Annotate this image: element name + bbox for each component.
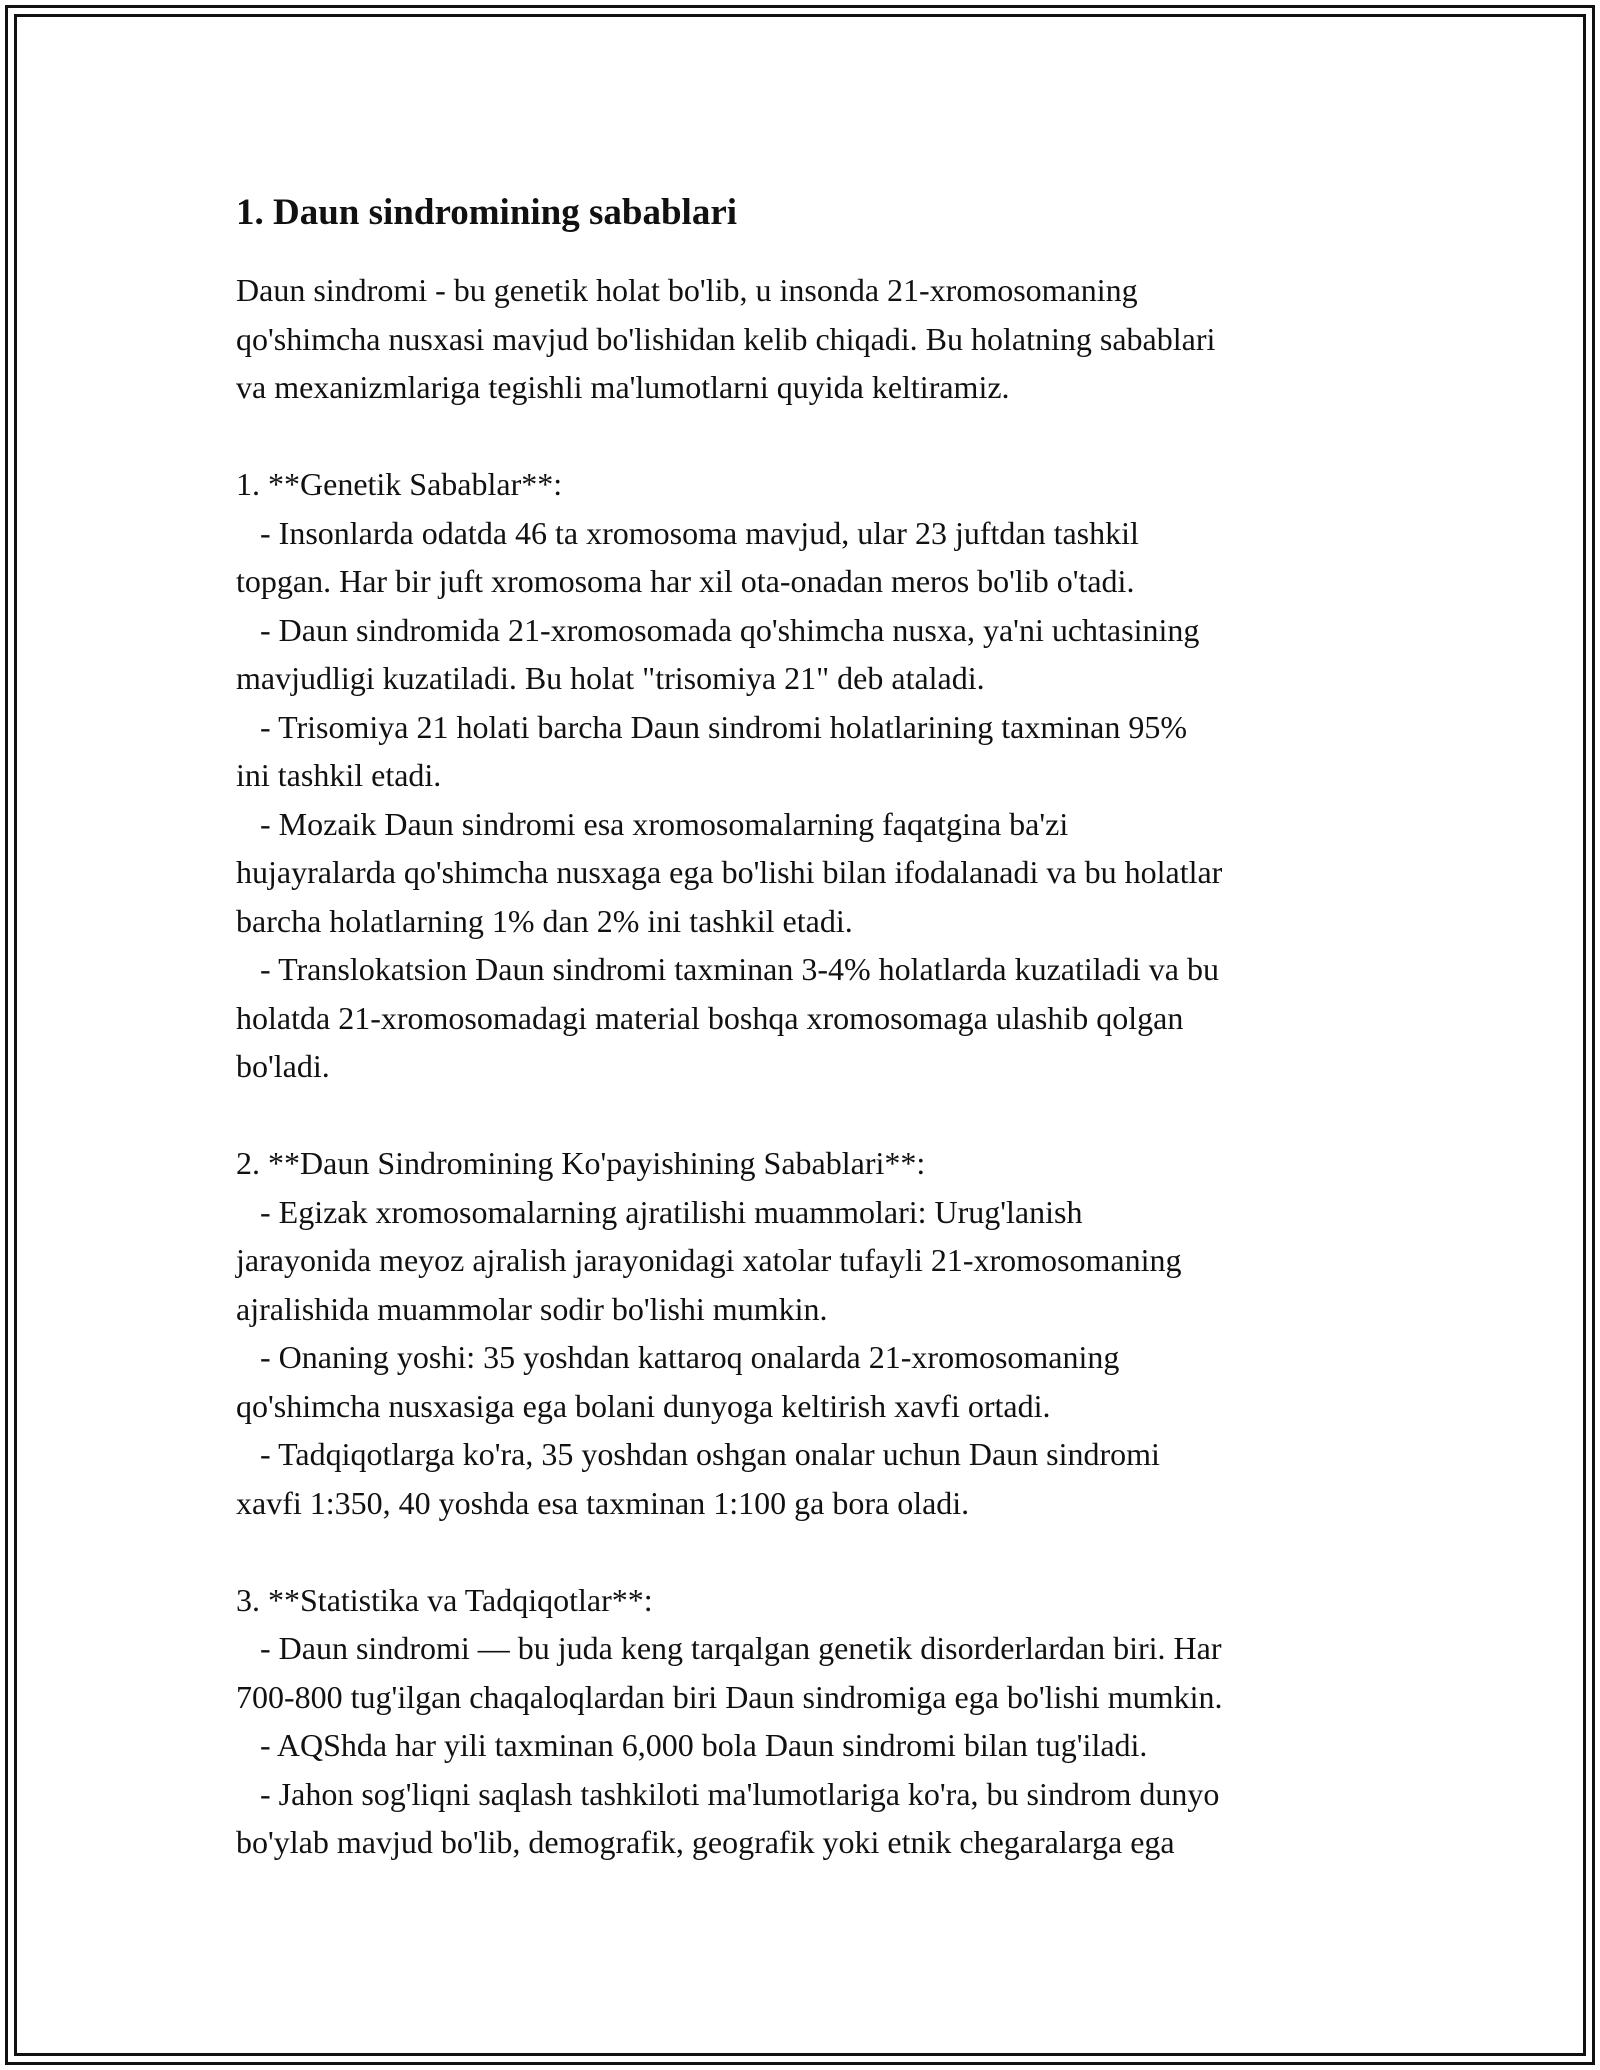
document-body: Daun sindromi - bu genetik holat bo'lib, u insonda 21-xromosomaning qo'shimcha nusxasi mavjud bo'lishidan kelib chiqadi. Bu holatning sabablari va mexanizmlariga tegishli ma'lumotlarni quyida keltiramiz. 1. **Genetik Sabablar**: - Insonlarda odatda 46 ta xromosoma mavjud, ular 23 juftdan tashkil topgan. Har bir juft xromosoma har xil ota-onadan meros bo'lib o'tadi. - Daun sindromida 21-xromosomada qo'shimcha nusxa, ya'ni uchtasining mavjudligi kuzatiladi. Bu holat "trisomiya 21" deb ataladi. - Trisomiya 21 holati barcha Daun sindromi holatlarining taxminan 95% ini tashkil etadi. - Mozaik Daun sindromi esa xromosomalarning faqatgina ba'zi hujayralarda qo'shimcha nusxaga ega bo'lishi bilan ifodalanadi va bu holatlar barcha holatlarning 1% dan 2% ini tashkil etadi. - Translokatsion Daun sindromi taxminan 3-4% holatlarda kuzatiladi va bu holatda 21-xromosomadagi material boshqa xromosomaga ulashib qolgan bo'ladi. 2. **Daun Sindromining Ko'payishining Sabablari**: - Egizak xromosomalarning ajratilishi muammolari: Urug'lanish jarayonida meyoz ajralish jarayonidagi xatolar tufayli 21-xromosomaning ajralishida muammolar sodir bo'lishi mumkin. - Onaning yoshi: 35 yoshdan kattaroq onalarda 21-xromosomaning qo'shimcha nusxasiga ega bolani dunyoga keltirish xavfi ortadi. - Tadqiqotlarga ko'ra, 35 yoshdan oshgan onalar uchun Daun sindromi xavfi 1:350, 40 yoshda esa taxminan 1:100 ga bora oladi. 3. **Statistika va Tadqiqotlar**: - Daun sindromi — bu juda keng tarqalgan genetik disorderlardan biri. Har 700-800 tug'ilgan chaqaloqlardan biri Daun sindromiga ega bo'lishi mumkin. - AQShda har yili taxminan 6,000 bola Daun sindromi bilan tug'iladi. - Jahon sog'liqni saqlash tashkiloti ma'lumotlariga ko'ra, bu sindrom dunyo bo'ylab mavjud bo'lib, demografik, geografik yoki etnik chegaralarga ega — [236, 272, 1223, 1860]
page-title: 1. Daun sindromining sabablari — [236, 192, 738, 233]
document-content — [236, 186, 1406, 1867]
